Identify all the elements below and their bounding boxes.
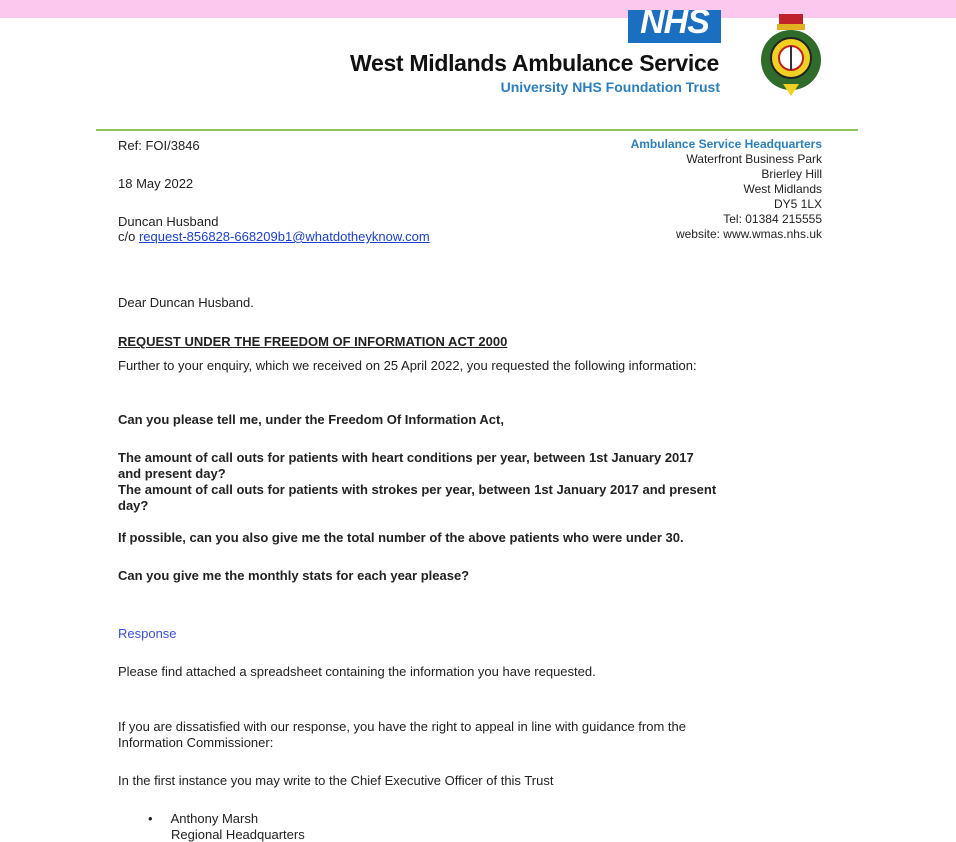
bullet-item: • Anthony Marsh — [148, 811, 259, 826]
hq-address: Ambulance Service Headquarters Waterfront Business Park Brierley Hill West Midlands DY5 1LX Tel: 01384 215555 website: www.wmas.nhs.uk — [630, 137, 822, 241]
first-instance-text: In the first instance you may write to the Chief Executive Officer of this Trust — [118, 773, 554, 788]
header-divider — [96, 129, 858, 131]
nhs-logo: NHS — [628, 10, 721, 43]
trust-name: University NHS Foundation Trust — [500, 79, 720, 95]
question-1: Can you please tell me, under the Freedom Of Information Act, — [118, 412, 504, 427]
question-3: If possible, can you also give me the total number of the above patients who were under 30. — [118, 530, 684, 545]
crest-icon — [757, 14, 825, 96]
subject-heading: REQUEST UNDER THE FREEDOM OF INFORMATION ACT 2000 — [118, 334, 508, 349]
response-heading: Response — [118, 626, 177, 641]
question-4: Can you give me the monthly stats for each year please? — [118, 568, 470, 583]
bullet-item-continued: Regional Headquarters — [171, 827, 305, 842]
letter-date: 18 May 2022 — [118, 176, 194, 191]
question-2b: The amount of call outs for patients with strokes per year, between 1st January 2017 and present day? — [118, 482, 717, 513]
recipient-email-line: c/o request-856828-668209b1@whatdotheyknow.com — [118, 229, 430, 244]
org-name: West Midlands Ambulance Service — [349, 50, 719, 76]
reference: Ref: FOI/3846 — [118, 138, 200, 153]
appeal-paragraph: If you are dissatisfied with our response, you have the right to appeal in line with guidance from the Information Commissioner: — [118, 719, 686, 750]
response-text: Please find attached a spreadsheet containing the information you have requested. — [118, 664, 596, 679]
question-2a: The amount of call outs for patients with heart conditions per year, between 1st January 2017 and present day? — [118, 450, 694, 481]
recipient-name: Duncan Husband — [118, 214, 219, 229]
intro-paragraph: Further to your enquiry, which we received on 25 April 2022, you requested the following information: — [118, 358, 697, 373]
salutation: Dear Duncan Husband. — [118, 295, 254, 310]
recipient-email-link[interactable]: request-856828-668209b1@whatdotheyknow.com — [138, 229, 430, 244]
